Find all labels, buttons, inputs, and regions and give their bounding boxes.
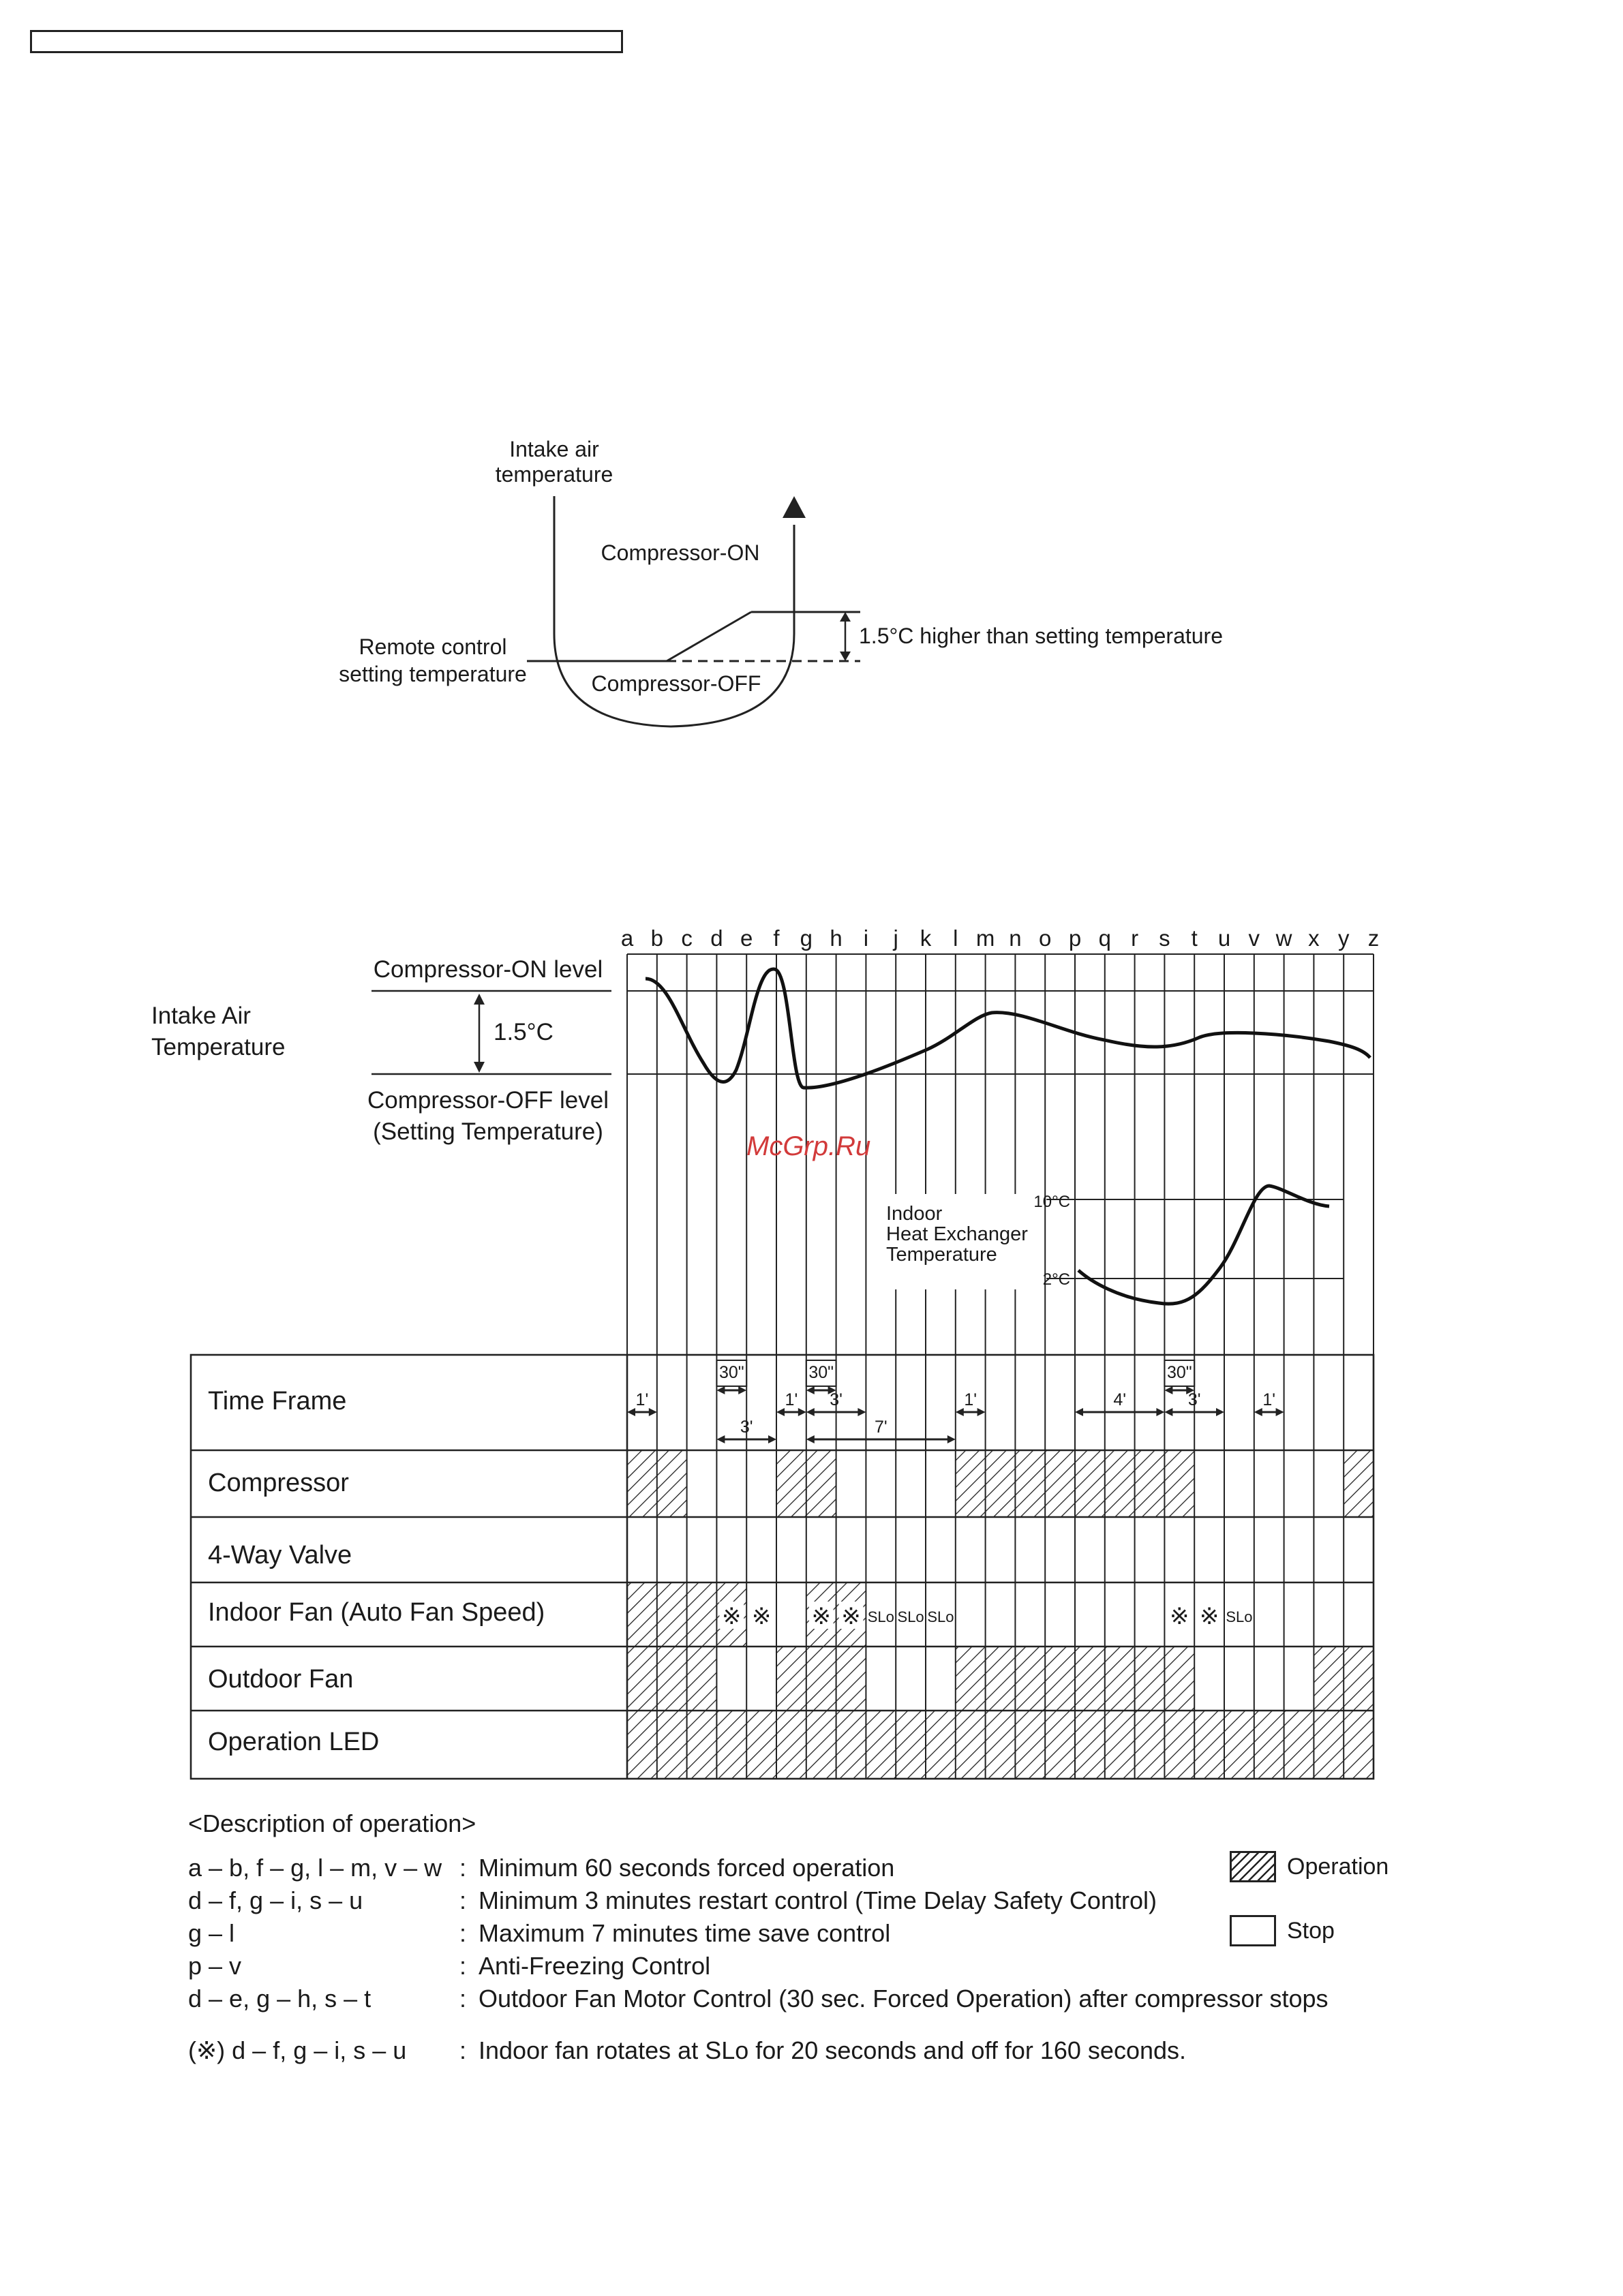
- arrow-3min-df-head-right: [768, 1435, 776, 1443]
- heat-exchanger-curve: [1078, 1186, 1329, 1304]
- arrow-3min-df-head-left: [716, 1435, 725, 1443]
- column-letter-x: x: [1308, 925, 1320, 951]
- led-on-cell-m: [986, 1711, 1016, 1779]
- arrow-1min-ab-head-left: [627, 1408, 635, 1416]
- intake-label-line1: Intake air: [509, 437, 599, 461]
- label-3min-df: 3': [740, 1418, 753, 1437]
- fan-mark-t: ※: [1199, 1604, 1219, 1629]
- indoor_fan-on-cell-b: [657, 1582, 687, 1647]
- column-letter-m: m: [975, 925, 995, 951]
- description-note-text: Indoor fan rotates at SLo for 20 seconds and off for 160 seconds.: [479, 2036, 1187, 2064]
- compressor-on-cell-s: [1164, 1450, 1194, 1517]
- led-on-cell-u: [1224, 1711, 1254, 1779]
- column-letter-o: o: [1039, 925, 1052, 951]
- outdoor_fan-on-cell-m: [986, 1647, 1016, 1711]
- column-letter-y: y: [1337, 925, 1350, 951]
- row-label-indoor-fan: Indoor Fan (Auto Fan Speed): [208, 1598, 545, 1627]
- slo-mark-u: SLo: [1226, 1608, 1253, 1625]
- fan-mark-h: ※: [841, 1604, 861, 1629]
- label-4min-ps: 4': [1113, 1390, 1127, 1409]
- outdoor_fan-on-cell-a: [627, 1647, 657, 1711]
- label-1min-vw: 1': [1262, 1390, 1276, 1409]
- arrow-4min-ps-head-right: [1156, 1408, 1164, 1416]
- outdoor_fan-on-cell-n: [1015, 1647, 1045, 1711]
- label-1min-lm: 1': [964, 1390, 977, 1409]
- compressor-on-cell-p: [1075, 1450, 1105, 1517]
- arrow-3min-su-head-left: [1164, 1408, 1172, 1416]
- column-letter-n: n: [1009, 925, 1022, 951]
- delta-arrow-down: [840, 652, 851, 661]
- outdoor_fan-on-cell-g: [806, 1647, 836, 1711]
- hx-label-line1: Indoor: [886, 1203, 943, 1225]
- intake-air-line2: Temperature: [151, 1034, 286, 1060]
- arrow-1min-lm-head-left: [956, 1408, 964, 1416]
- led-on-cell-v: [1254, 1711, 1284, 1779]
- legend-operation-swatch: [1230, 1851, 1276, 1882]
- arrow-1min-fg-head-left: [776, 1408, 785, 1416]
- description-text: Anti-Freezing Control: [479, 1952, 711, 1980]
- row-label-time-frame: Time Frame: [208, 1387, 347, 1415]
- description-colon: :: [459, 1919, 467, 1947]
- arrow-1min-lm-head-right: [977, 1408, 986, 1416]
- led-on-cell-w: [1284, 1711, 1314, 1779]
- fan-mark-g: ※: [811, 1604, 831, 1629]
- arrow-3min-gi-head-right: [858, 1408, 866, 1416]
- row-label-compressor: Compressor: [208, 1469, 349, 1497]
- indoor_fan-on-cell-c: [687, 1582, 717, 1647]
- outdoor_fan-on-cell-y: [1344, 1647, 1374, 1711]
- column-letter-v: v: [1248, 925, 1260, 951]
- description-note-range: (※) d – f, g – i, s – u: [188, 2036, 407, 2064]
- arrow-30s-de-head-left: [716, 1386, 725, 1394]
- led-on-cell-r: [1135, 1711, 1165, 1779]
- label-3min-gi: 3': [830, 1390, 843, 1409]
- description-text: Outdoor Fan Motor Control (30 sec. Forced Operation) after compressor stops: [479, 1985, 1329, 2012]
- compressor-on-cell-f: [776, 1450, 806, 1517]
- led-on-cell-l: [956, 1711, 986, 1779]
- column-letter-d: d: [710, 925, 723, 951]
- column-letter-z: z: [1367, 925, 1380, 951]
- intake-air-line1: Intake Air: [151, 1002, 251, 1029]
- led-on-cell-o: [1045, 1711, 1075, 1779]
- arrow-30s-st-head-left: [1164, 1386, 1172, 1394]
- compressor-off-label: Compressor-OFF: [591, 671, 761, 696]
- legend-stop-label: Stop: [1287, 1918, 1335, 1944]
- description-colon: :: [459, 2036, 467, 2064]
- led-on-cell-t: [1194, 1711, 1224, 1779]
- description-text: Minimum 3 minutes restart control (Time Delay Safety Control): [479, 1886, 1157, 1914]
- delta-level-arrow-down: [474, 1062, 485, 1073]
- column-letter-h: h: [830, 925, 843, 951]
- description-text: Maximum 7 minutes time save control: [479, 1919, 891, 1947]
- up-arrow: [783, 496, 806, 518]
- description-range: a – b, f – g, l – m, v – w: [188, 1854, 442, 1882]
- compressor-on-cell-n: [1015, 1450, 1045, 1517]
- outdoor_fan-on-cell-p: [1075, 1647, 1105, 1711]
- column-letter-q: q: [1098, 925, 1111, 951]
- intake-temperature-curve: [646, 969, 1370, 1088]
- hx-label-line3: Temperature: [886, 1244, 997, 1266]
- column-letter-l: l: [953, 925, 958, 951]
- outdoor_fan-on-cell-h: [836, 1647, 866, 1711]
- arrow-7min-gl-head-left: [806, 1435, 815, 1443]
- outdoor_fan-on-cell-s: [1164, 1647, 1194, 1711]
- led-on-cell-p: [1075, 1711, 1105, 1779]
- led-on-cell-d: [716, 1711, 746, 1779]
- outdoor_fan-on-cell-l: [956, 1647, 986, 1711]
- row-label-operation-led: Operation LED: [208, 1728, 380, 1756]
- column-letter-g: g: [800, 925, 813, 951]
- led-on-cell-a: [627, 1711, 657, 1779]
- led-on-cell-f: [776, 1711, 806, 1779]
- column-letter-j: j: [893, 925, 898, 951]
- column-letter-r: r: [1131, 925, 1139, 951]
- outdoor_fan-on-cell-f: [776, 1647, 806, 1711]
- arrow-1min-fg-head-right: [798, 1408, 806, 1416]
- fan-mark-d: ※: [722, 1604, 742, 1629]
- label-3min-su: 3': [1187, 1390, 1201, 1409]
- arrow-30s-de-head-right: [738, 1386, 746, 1394]
- arrow-1min-ab-head-right: [649, 1408, 657, 1416]
- description-range: g – l: [188, 1919, 235, 1947]
- led-on-cell-b: [657, 1711, 687, 1779]
- column-letter-k: k: [920, 925, 932, 951]
- label-1min-fg: 1': [785, 1390, 798, 1409]
- off-level-label-line2: (Setting Temperature): [373, 1118, 603, 1145]
- delta-level-arrow-up: [474, 994, 485, 1005]
- description-range: d – e, g – h, s – t: [188, 1985, 371, 2012]
- column-letter-i: i: [863, 925, 869, 951]
- column-letter-e: e: [740, 925, 753, 951]
- compressor-on-cell-o: [1045, 1450, 1075, 1517]
- description-colon: :: [459, 1854, 467, 1882]
- delta-level-label: 1.5°C: [494, 1019, 553, 1045]
- led-on-cell-j: [896, 1711, 926, 1779]
- arrow-3min-su-head-right: [1216, 1408, 1224, 1416]
- column-letter-f: f: [773, 925, 780, 951]
- label-1min-ab: 1': [635, 1390, 649, 1409]
- delta-arrow-up: [840, 612, 851, 622]
- arrow-1min-vw-head-right: [1276, 1408, 1284, 1416]
- arrow-1min-vw-head-left: [1254, 1408, 1262, 1416]
- column-letter-u: u: [1217, 925, 1231, 951]
- led-on-cell-i: [866, 1711, 896, 1779]
- row-label-outdoor-fan: Outdoor Fan: [208, 1665, 354, 1694]
- led-on-cell-h: [836, 1711, 866, 1779]
- arrow-4min-ps-head-left: [1075, 1408, 1083, 1416]
- hx-label-line2: Heat Exchanger: [886, 1223, 1028, 1245]
- hx-10c-label: 10°C: [1033, 1193, 1070, 1211]
- outdoor_fan-on-cell-x: [1314, 1647, 1344, 1711]
- column-letter-t: t: [1191, 925, 1198, 951]
- legend-stop-swatch: [1230, 1915, 1276, 1946]
- label-30s-de: 30": [718, 1363, 744, 1382]
- compressor-on-cell-r: [1135, 1450, 1165, 1517]
- outdoor_fan-on-cell-b: [657, 1647, 687, 1711]
- compressor-on-cell-a: [627, 1450, 657, 1517]
- arrow-3min-gi-head-left: [806, 1408, 815, 1416]
- timing-chart: [191, 925, 1379, 1779]
- column-letter-b: b: [650, 925, 663, 951]
- label-30s-st: 30": [1166, 1363, 1192, 1382]
- indoor_fan-on-cell-a: [627, 1582, 657, 1647]
- description-colon: :: [459, 1985, 467, 2012]
- slo-mark-j: SLo: [897, 1608, 924, 1625]
- slo-mark-k: SLo: [927, 1608, 954, 1625]
- led-on-cell-y: [1344, 1711, 1374, 1779]
- led-on-cell-g: [806, 1711, 836, 1779]
- on-level-label: Compressor-ON level: [373, 956, 603, 983]
- slo-mark-i: SLo: [867, 1608, 894, 1625]
- compressor-on-cell-y: [1344, 1450, 1374, 1517]
- compressor-on-cell-l: [956, 1450, 986, 1517]
- fan-mark-e: ※: [751, 1604, 772, 1629]
- description-title: <Description of operation>: [188, 1809, 476, 1837]
- description-colon: :: [459, 1952, 467, 1980]
- led-on-cell-s: [1164, 1711, 1194, 1779]
- off-level-label-line1: Compressor-OFF level: [367, 1087, 609, 1114]
- arrow-7min-gl-head-right: [947, 1435, 956, 1443]
- led-on-cell-c: [687, 1711, 717, 1779]
- remote-label-line1: Remote control: [359, 634, 507, 659]
- compressor-on-label: Compressor-ON: [601, 540, 760, 565]
- compressor-on-cell-b: [657, 1450, 687, 1517]
- compressor-on-cell-q: [1105, 1450, 1135, 1517]
- outdoor_fan-on-cell-r: [1135, 1647, 1165, 1711]
- column-letter-p: p: [1068, 925, 1082, 951]
- higher-label: 1.5°C higher than setting temperature: [859, 624, 1223, 648]
- hx-2c-label: 2°C: [1042, 1270, 1070, 1289]
- arrow-30s-gh-head-left: [806, 1386, 815, 1394]
- led-on-cell-k: [926, 1711, 956, 1779]
- watermark: McGrp.Ru: [746, 1131, 871, 1161]
- column-letter-s: s: [1159, 925, 1170, 951]
- led-on-cell-n: [1015, 1711, 1045, 1779]
- compressor-on-cell-m: [986, 1450, 1016, 1517]
- description-range: p – v: [188, 1952, 242, 1980]
- remote-label-line2: setting temperature: [339, 662, 527, 686]
- led-on-cell-x: [1314, 1711, 1344, 1779]
- intake-label-line2: temperature: [495, 462, 613, 487]
- label-30s-gh: 30": [808, 1363, 834, 1382]
- outdoor_fan-on-cell-c: [687, 1647, 717, 1711]
- description-text: Minimum 60 seconds forced operation: [479, 1854, 895, 1882]
- column-letter-c: c: [681, 925, 693, 951]
- row-label-four-way-valve: 4-Way Valve: [208, 1541, 352, 1570]
- compressor-on-cell-g: [806, 1450, 836, 1517]
- outdoor_fan-on-cell-q: [1105, 1647, 1135, 1711]
- label-7min-gl: 7': [874, 1418, 888, 1437]
- fan-mark-s: ※: [1170, 1604, 1189, 1629]
- legend-operation-label: Operation: [1287, 1854, 1389, 1880]
- description-range: d – f, g – i, s – u: [188, 1886, 363, 1914]
- column-letter-a: a: [620, 925, 634, 951]
- led-on-cell-e: [746, 1711, 776, 1779]
- led-on-cell-q: [1105, 1711, 1135, 1779]
- description-colon: :: [459, 1886, 467, 1914]
- rise-line: [667, 612, 751, 661]
- column-letter-w: w: [1275, 925, 1292, 951]
- outdoor_fan-on-cell-o: [1045, 1647, 1075, 1711]
